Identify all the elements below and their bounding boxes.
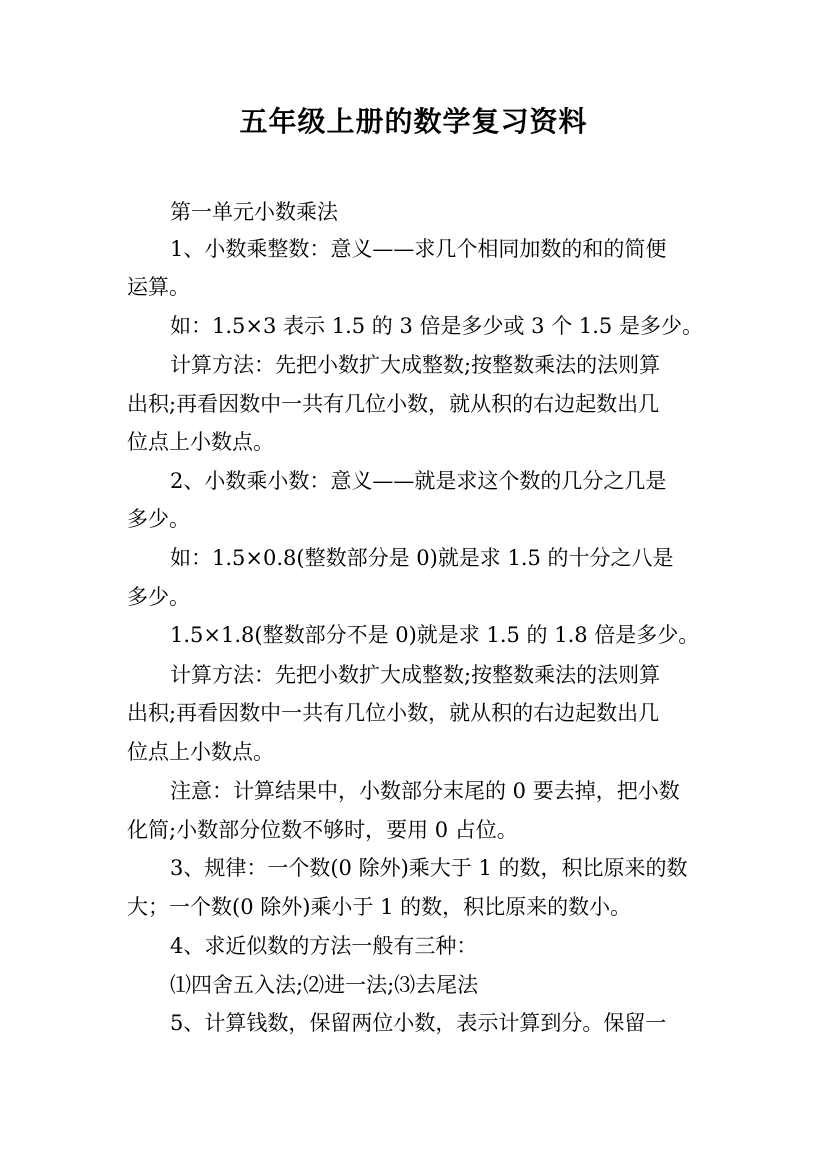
paragraph-line: 大；一个数(0 除外)乘小于 1 的数，积比原来的数小。 bbox=[127, 895, 632, 919]
paragraph-line: 计算方法：先把小数扩大成整数;按整数乘法的法则算 bbox=[170, 663, 661, 687]
paragraph-line: 3、规律：一个数(0 除外)乘大于 1 的数，积比原来的数 bbox=[170, 856, 688, 880]
paragraph-line: 注意：计算结果中，小数部分末尾的 0 要去掉，把小数 bbox=[170, 779, 680, 803]
paragraph-line: 运算。 bbox=[127, 275, 190, 299]
paragraph-line: 出积;再看因数中一共有几位小数，就从积的右边起数出几 bbox=[127, 392, 660, 416]
paragraph-line: 计算方法：先把小数扩大成整数;按整数乘法的法则算 bbox=[170, 353, 661, 377]
paragraph-line: 多少。 bbox=[127, 585, 190, 609]
paragraph-line: 1.5×1.8(整数部分不是 0)就是求 1.5 的 1.8 倍是多少。 bbox=[170, 623, 700, 647]
paragraph-line: 5、计算钱数，保留两位小数，表示计算到分。保留一 bbox=[170, 1011, 667, 1035]
paragraph-line: 化简;小数部分位数不够时，要用 0 占位。 bbox=[127, 818, 518, 842]
paragraph-line: 4、求近似数的方法一般有三种： bbox=[170, 934, 478, 958]
paragraph-line: 2、小数乘小数：意义——就是求这个数的几分之几是 bbox=[170, 469, 667, 493]
paragraph-line: 位点上小数点。 bbox=[127, 740, 274, 764]
paragraph-line: ⑴四舍五入法;⑵进一法;⑶去尾法 bbox=[170, 973, 479, 997]
paragraph-line: 出积;再看因数中一共有几位小数，就从积的右边起数出几 bbox=[127, 701, 660, 725]
paragraph-line: 位点上小数点。 bbox=[127, 430, 274, 454]
paragraph-line: 1、小数乘整数：意义——求几个相同加数的和的简便 bbox=[170, 237, 667, 261]
paragraph-line: 如：1.5×0.8(整数部分是 0)就是求 1.5 的十分之八是 bbox=[170, 546, 674, 570]
paragraph-line: 如：1.5×3 表示 1.5 的 3 倍是多少或 3 个 1.5 是多少。 bbox=[170, 314, 703, 338]
paragraph-line: 多少。 bbox=[127, 507, 190, 531]
document-title: 五年级上册的数学复习资料 bbox=[239, 105, 588, 138]
heading-unit-1: 第一单元小数乘法 bbox=[170, 200, 338, 224]
